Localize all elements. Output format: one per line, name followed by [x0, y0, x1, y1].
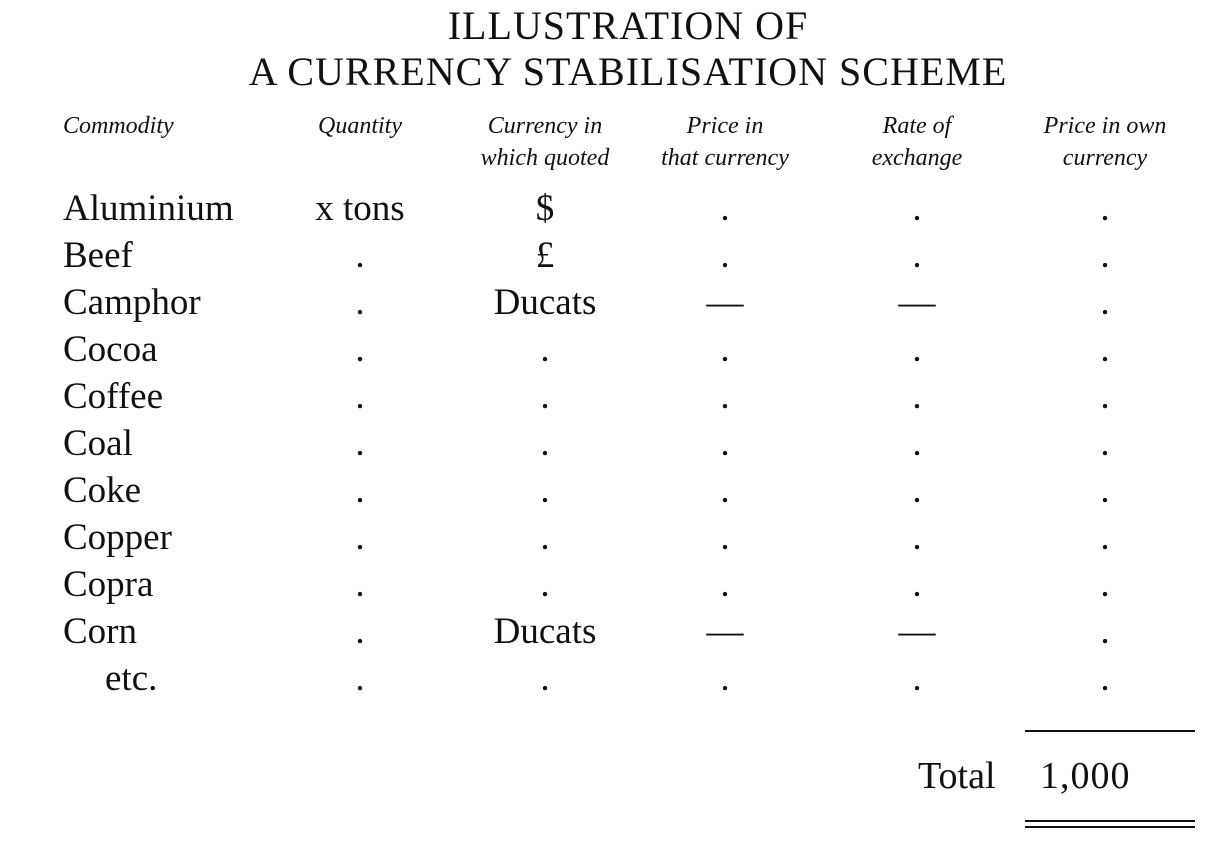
- header-commodity-label: Commodity: [63, 113, 174, 139]
- cell-price: .: [720, 235, 730, 276]
- cell-rate: .: [912, 564, 922, 605]
- cell-commodity: Copper: [63, 517, 172, 558]
- cell-price: .: [720, 658, 730, 699]
- header-quantity: [290, 110, 430, 142]
- header-price: [650, 110, 800, 174]
- cell-quantity: .: [355, 282, 365, 323]
- cell-own-price: .: [1100, 564, 1110, 605]
- total-rule-top: [1025, 730, 1195, 732]
- cell-currency: Ducats: [493, 611, 597, 652]
- table-row: [0, 327, 1216, 373]
- total-label: Total: [918, 755, 996, 797]
- cell-currency: $: [535, 188, 555, 229]
- cell-rate: .: [912, 235, 922, 276]
- cell-own-price: .: [1100, 611, 1110, 652]
- total-value: 1,000: [1040, 755, 1131, 797]
- header-price-line-2: that currency: [661, 145, 789, 171]
- table-row: [0, 656, 1216, 702]
- table-row: [0, 233, 1216, 279]
- header-quantity-label: Quantity: [318, 113, 402, 139]
- table-row: [0, 186, 1216, 232]
- cell-price: .: [720, 188, 730, 229]
- cell-rate: —: [898, 282, 936, 323]
- cell-price: .: [720, 376, 730, 417]
- cell-commodity: Corn: [63, 611, 137, 652]
- cell-commodity: Cocoa: [63, 329, 158, 370]
- cell-own-price: .: [1100, 235, 1110, 276]
- table-row: [0, 609, 1216, 655]
- cell-currency: .: [540, 658, 550, 699]
- header-currency: [460, 110, 630, 174]
- cell-price: .: [720, 423, 730, 464]
- cell-quantity: .: [355, 470, 365, 511]
- cell-price: .: [720, 564, 730, 605]
- cell-quantity: .: [355, 235, 365, 276]
- cell-currency: £: [535, 235, 555, 276]
- cell-own-price: .: [1100, 188, 1110, 229]
- cell-own-price: .: [1100, 329, 1110, 370]
- table-row: [0, 515, 1216, 561]
- header-price-line-1: Price in: [686, 113, 764, 139]
- cell-rate: .: [912, 423, 922, 464]
- cell-price: —: [706, 282, 744, 323]
- header-currency-line-2: which quoted: [480, 145, 610, 171]
- cell-currency: .: [540, 423, 550, 464]
- cell-currency: .: [540, 376, 550, 417]
- cell-rate: .: [912, 188, 922, 229]
- cell-rate: —: [898, 611, 936, 652]
- total-double-rule-lower: [1025, 826, 1195, 828]
- header-rate: [842, 110, 992, 174]
- header-own-price: [1030, 110, 1180, 174]
- header-currency-line-1: Currency in: [487, 113, 603, 139]
- cell-currency: .: [540, 329, 550, 370]
- cell-commodity: Beef: [63, 235, 133, 276]
- cell-price: .: [720, 470, 730, 511]
- cell-rate: .: [912, 376, 922, 417]
- cell-own-price: .: [1100, 282, 1110, 323]
- cell-quantity: .: [355, 423, 365, 464]
- cell-commodity: Copra: [63, 564, 154, 605]
- table-row: [0, 468, 1216, 514]
- cell-currency: .: [540, 470, 550, 511]
- cell-quantity: .: [355, 376, 365, 417]
- table-row: [0, 374, 1216, 420]
- cell-price: .: [720, 329, 730, 370]
- cell-quantity: x tons: [315, 188, 405, 229]
- document-title-line-1: ILLUSTRATION OF: [447, 3, 809, 48]
- cell-own-price: .: [1100, 423, 1110, 464]
- table-row: [0, 421, 1216, 467]
- cell-price: .: [720, 517, 730, 558]
- table-row: [0, 280, 1216, 326]
- cell-commodity: etc.: [105, 658, 158, 699]
- cell-own-price: .: [1100, 658, 1110, 699]
- cell-commodity: Coal: [63, 423, 133, 464]
- cell-own-price: .: [1100, 376, 1110, 417]
- total-double-rule-upper: [1025, 820, 1195, 822]
- cell-price: —: [706, 611, 744, 652]
- cell-rate: .: [912, 329, 922, 370]
- cell-commodity: Coke: [63, 470, 142, 511]
- header-commodity: [63, 110, 174, 142]
- cell-own-price: .: [1100, 470, 1110, 511]
- cell-rate: .: [912, 517, 922, 558]
- document-title-line-2: A CURRENCY STABILISATION SCHEME: [248, 49, 1008, 94]
- cell-own-price: .: [1100, 517, 1110, 558]
- cell-currency: Ducats: [493, 282, 597, 323]
- cell-currency: .: [540, 517, 550, 558]
- cell-rate: .: [912, 470, 922, 511]
- cell-commodity: Aluminium: [63, 188, 234, 229]
- header-own-line-2: currency: [1062, 145, 1148, 171]
- cell-quantity: .: [355, 658, 365, 699]
- cell-quantity: .: [355, 611, 365, 652]
- cell-quantity: .: [355, 329, 365, 370]
- cell-commodity: Camphor: [63, 282, 201, 323]
- cell-currency: .: [540, 564, 550, 605]
- cell-quantity: .: [355, 564, 365, 605]
- header-rate-line-2: exchange: [871, 145, 963, 171]
- table-row: [0, 562, 1216, 608]
- header-rate-line-1: Rate of: [882, 113, 952, 139]
- cell-commodity: Coffee: [63, 376, 163, 417]
- cell-quantity: .: [355, 517, 365, 558]
- header-own-line-1: Price in own: [1043, 113, 1167, 139]
- cell-rate: .: [912, 658, 922, 699]
